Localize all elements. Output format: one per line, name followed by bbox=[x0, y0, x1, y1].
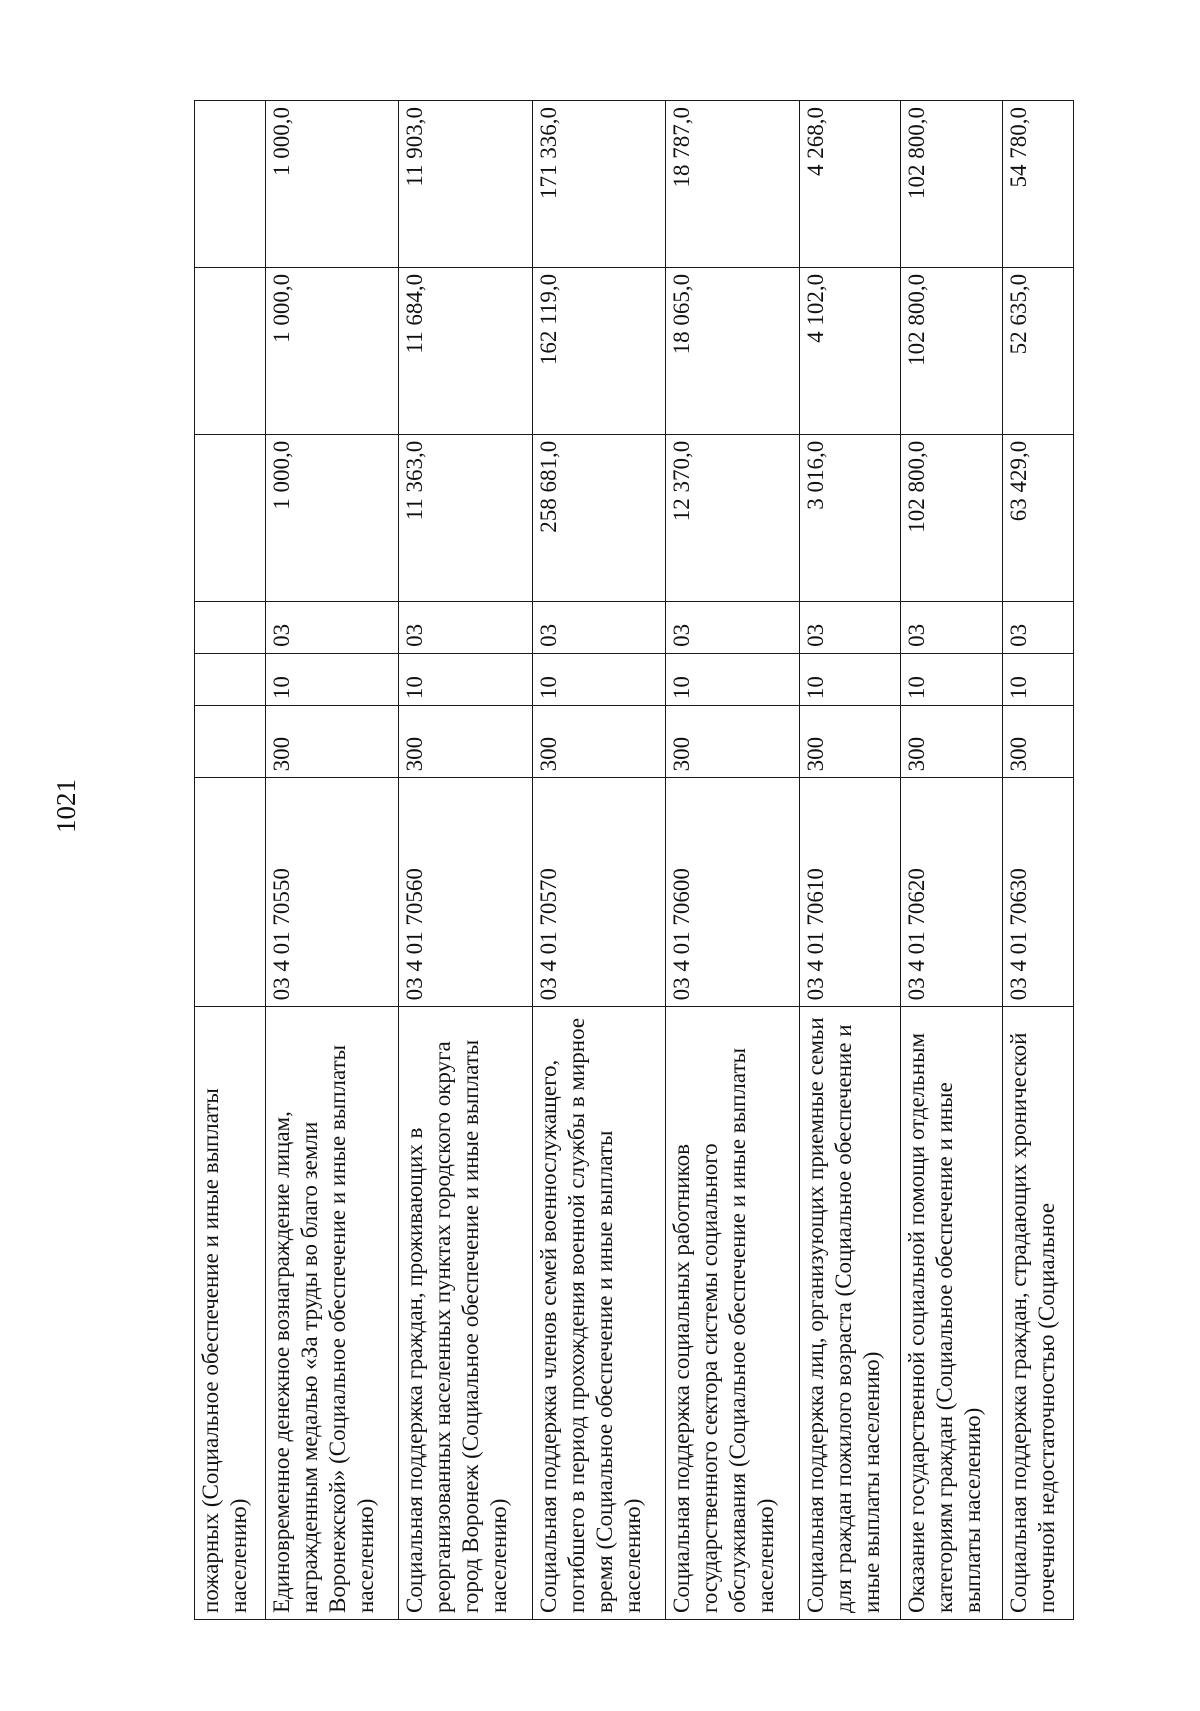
row-code: 03 4 01 70560 bbox=[399, 778, 532, 1007]
row-amount-2 bbox=[195, 267, 266, 434]
table-row bbox=[901, 101, 1003, 1620]
row-rz: 10 bbox=[399, 653, 532, 705]
row-pr: 03 bbox=[666, 601, 799, 653]
row-pr: 03 bbox=[532, 601, 665, 653]
row-pr bbox=[195, 601, 266, 653]
row-code: 03 4 01 70630 bbox=[1003, 778, 1074, 1007]
row-amount-3: 102 800,0 bbox=[901, 101, 1003, 268]
row-amount-1: 11 363,0 bbox=[399, 434, 532, 601]
table-row bbox=[1003, 101, 1074, 1620]
row-amount-3: 4 268,0 bbox=[799, 101, 901, 268]
rotated-table-wrapper bbox=[194, 100, 1074, 1620]
row-vr: 300 bbox=[532, 706, 665, 778]
row-rz: 10 bbox=[1003, 653, 1074, 705]
row-code: 03 4 01 70570 bbox=[532, 778, 665, 1007]
row-amount-2: 11 684,0 bbox=[399, 267, 532, 434]
row-rz: 10 bbox=[666, 653, 799, 705]
row-amount-1: 3 016,0 bbox=[799, 434, 901, 601]
row-pr: 03 bbox=[799, 601, 901, 653]
row-amount-2: 18 065,0 bbox=[666, 267, 799, 434]
row-code bbox=[195, 778, 266, 1007]
row-amount-1: 102 800,0 bbox=[901, 434, 1003, 601]
row-vr bbox=[195, 706, 266, 778]
row-name: Единовременное денежное вознаграждение лицам, награжденным медалью «За труды во благо земли Воронежской» (Социальное обеспечение и иные выплаты населению) bbox=[266, 1007, 399, 1620]
row-rz: 10 bbox=[532, 653, 665, 705]
row-name: Социальная поддержка лиц, организующих приемные семьи для граждан пожилого возраста (Социальное обеспечение и иные выплаты населению) bbox=[799, 1007, 901, 1620]
table-row-fragment bbox=[195, 101, 266, 1620]
row-amount-1: 63 429,0 bbox=[1003, 434, 1074, 601]
budget-table bbox=[194, 100, 1074, 1620]
row-vr: 300 bbox=[266, 706, 399, 778]
row-vr: 300 bbox=[399, 706, 532, 778]
table-row bbox=[399, 101, 532, 1620]
row-amount-1: 1 000,0 bbox=[266, 434, 399, 601]
table-row bbox=[532, 101, 665, 1620]
row-amount-3: 11 903,0 bbox=[399, 101, 532, 268]
row-amount-2: 1 000,0 bbox=[266, 267, 399, 434]
row-amount-3 bbox=[195, 101, 266, 268]
row-rz: 10 bbox=[799, 653, 901, 705]
row-amount-3: 54 780,0 bbox=[1003, 101, 1074, 268]
row-amount-1: 258 681,0 bbox=[532, 434, 665, 601]
row-name: Социальная поддержка членов семей военнослужащего, погибшего в период прохождения военной службы в мирное время (Социальное обеспечение и иные выплаты населению) bbox=[532, 1007, 665, 1620]
page-number: 1021 bbox=[51, 779, 81, 833]
row-vr: 300 bbox=[901, 706, 1003, 778]
row-code: 03 4 01 70550 bbox=[266, 778, 399, 1007]
row-pr: 03 bbox=[266, 601, 399, 653]
row-rz bbox=[195, 653, 266, 705]
row-amount-2: 162 119,0 bbox=[532, 267, 665, 434]
row-vr: 300 bbox=[1003, 706, 1074, 778]
row-amount-3: 18 787,0 bbox=[666, 101, 799, 268]
row-name: пожарных (Социальное обеспечение и иные выплаты населению) bbox=[195, 1007, 266, 1620]
row-amount-1 bbox=[195, 434, 266, 601]
row-name: Социальная поддержка граждан, проживающих в реорганизованных населенных пунктах городского округа город Воронеж (Социальное обеспечение и иные выплаты населению) bbox=[399, 1007, 532, 1620]
row-amount-3: 171 336,0 bbox=[532, 101, 665, 268]
table-row bbox=[266, 101, 399, 1620]
table-row bbox=[799, 101, 901, 1620]
row-pr: 03 bbox=[1003, 601, 1074, 653]
row-vr: 300 bbox=[666, 706, 799, 778]
row-code: 03 4 01 70610 bbox=[799, 778, 901, 1007]
row-amount-2: 4 102,0 bbox=[799, 267, 901, 434]
row-vr: 300 bbox=[799, 706, 901, 778]
table-row bbox=[666, 101, 799, 1620]
row-name: Оказание государственной социальной помощи отдельным категориям граждан (Социальное обеспечение и иные выплаты населению) bbox=[901, 1007, 1003, 1620]
row-code: 03 4 01 70600 bbox=[666, 778, 799, 1007]
row-name: Социальная поддержка граждан, страдающих хронической почечной недостаточностью (Социальное bbox=[1003, 1007, 1074, 1620]
row-pr: 03 bbox=[399, 601, 532, 653]
row-amount-1: 12 370,0 bbox=[666, 434, 799, 601]
row-amount-2: 102 800,0 bbox=[901, 267, 1003, 434]
row-rz: 10 bbox=[266, 653, 399, 705]
row-pr: 03 bbox=[901, 601, 1003, 653]
row-name: Социальная поддержка социальных работников государственного сектора системы социального обслуживания (Социальное обеспечение и иные выплаты населению) bbox=[666, 1007, 799, 1620]
row-amount-2: 52 635,0 bbox=[1003, 267, 1074, 434]
row-code: 03 4 01 70620 bbox=[901, 778, 1003, 1007]
row-rz: 10 bbox=[901, 653, 1003, 705]
row-amount-3: 1 000,0 bbox=[266, 101, 399, 268]
